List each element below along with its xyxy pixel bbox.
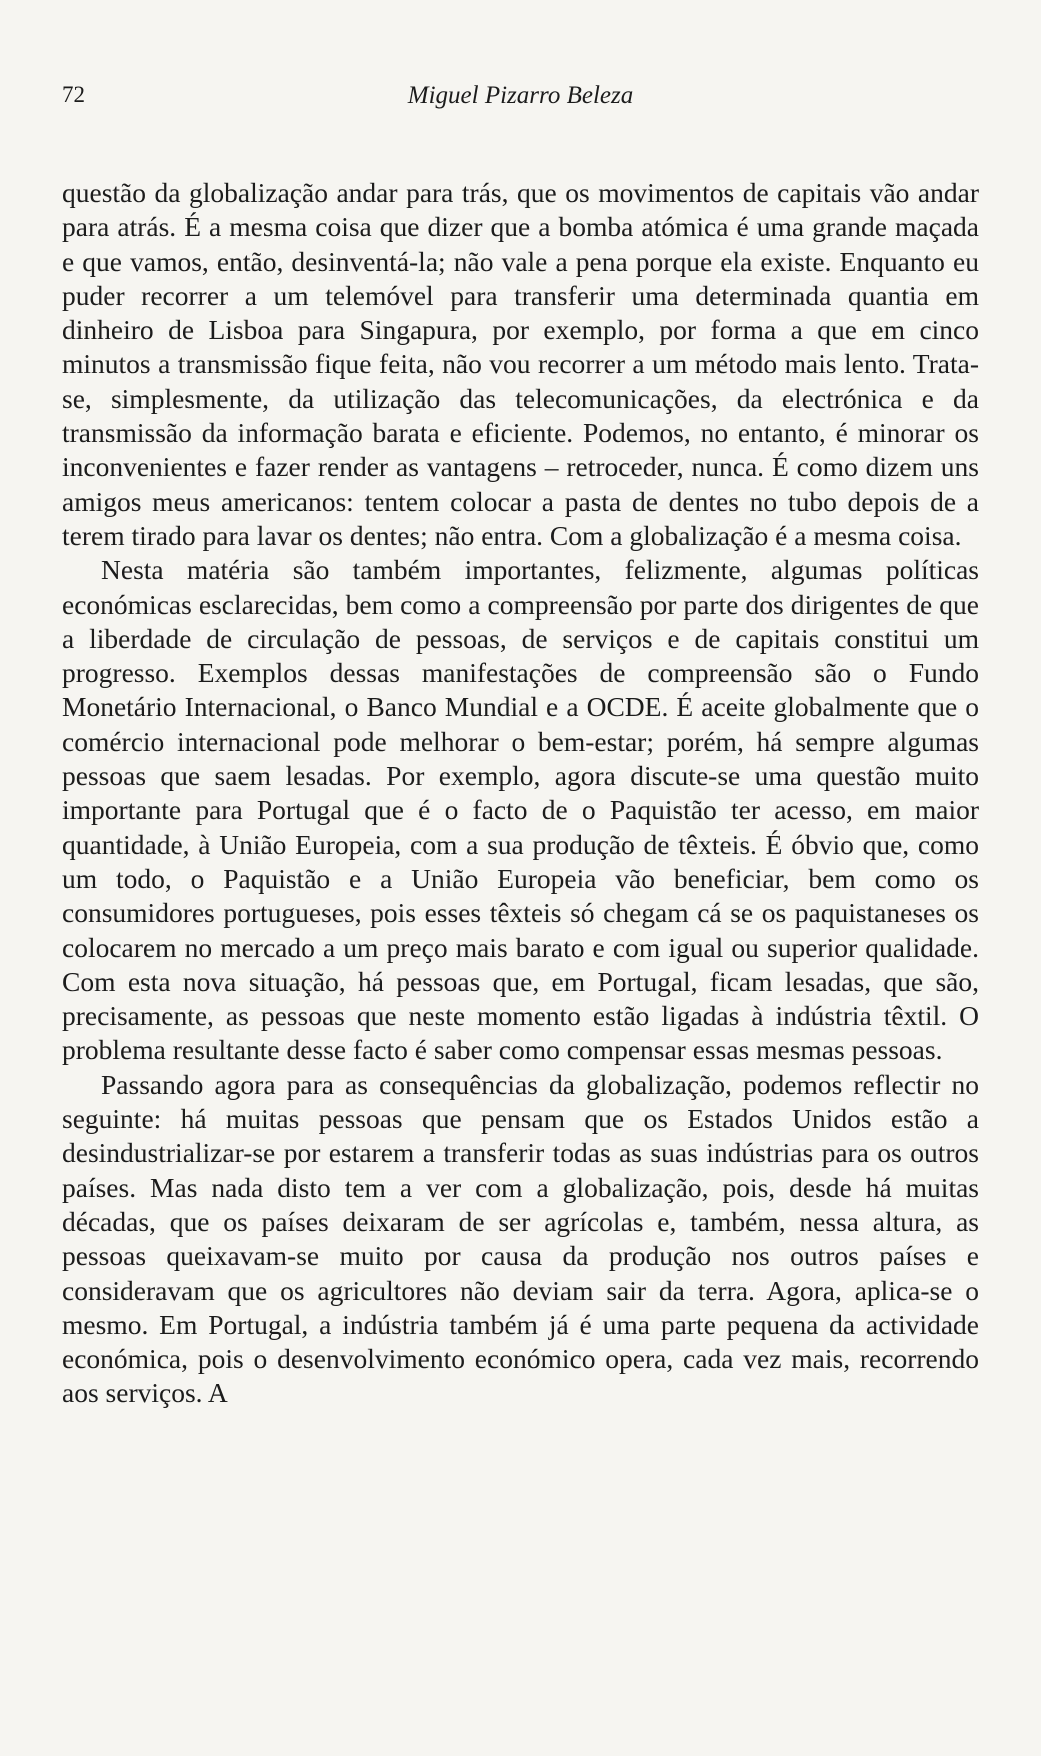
paragraph-2: Nesta matéria são também importantes, felizmente, algumas políticas económicas esclarecidas, bem como a compreensão por parte dos dirigentes de que a liberdade de circulação de pessoas, de serviços e de capitais constitui um progresso. Exemplos dessas manifestações de compreensão são o Fundo Monetário Internacional, o Banco Mundial e a OCDE. É aceite globalmente que o comércio internacional pode melhorar o bem-estar; porém, há sempre algumas pessoas que saem lesadas. Por exemplo, agora discute-se uma questão muito importante para Portugal que é o facto de o Paquistão ter acesso, em maior quantidade, à União Europeia, com a sua produção de têxteis. É óbvio que, como um todo, o Paquistão e a União Europeia vão beneficiar, bem como os consumidores portugueses, pois esses têxteis só chegam cá se os paquistaneses os colocarem no mercado a um preço mais barato e com igual ou superior qualidade. Com esta nova situação, há pessoas que, em Portugal, ficam lesadas, que são, precisamente, as pessoas que neste momento estão ligadas à indústria têxtil. O problema resultante desse facto é saber como compensar essas mesmas pessoas. bbox=[62, 554, 979, 1066]
body-text bbox=[62, 176, 979, 1411]
paragraph-1: questão da globalização andar para trás, que os movimentos de capitais vão andar para atrás. É a mesma coisa que dizer que a bomba atómica é uma grande maçada e que vamos, então, desinventá-la; não vale a pena porque ela existe. Enquanto eu puder recorrer a um telemóvel para transferir uma determinada quantia em dinheiro de Lisboa para Singapura, por exemplo, por forma a que em cinco minutos a transmissão fique feita, não vou recorrer a um método mais lento. Trata-se, simplesmente, da utilização das telecomunicações, da electrónica e da transmissão da informação barata e eficiente. Podemos, no entanto, é minorar os inconvenientes e fazer render as vantagens – retroceder, nunca. É como dizem uns amigos meus americanos: tentem colocar a pasta de dentes no tubo depois de a terem tirado para lavar os dentes; não entra. Com a globalização é a mesma coisa. bbox=[62, 177, 979, 551]
page-number: 72 bbox=[62, 82, 85, 107]
running-head bbox=[62, 82, 979, 118]
running-title-author: Miguel Pizarro Beleza bbox=[407, 82, 634, 109]
paragraph-3: Passando agora para as consequências da globalização, podemos reflectir no seguinte: há muitas pessoas que pensam que os Estados Unidos estão a desindustrializar-se por estarem a transferir todas as suas indústrias para os outros países. Mas nada disto tem a ver com a globalização, pois, desde há muitas décadas, que os países deixaram de ser agrícolas e, também, nessa altura, as pessoas queixavam-se muito por causa da produção nos outros países e consideravam que os agricultores não deviam sair da terra. Agora, aplica-se o mesmo. Em Portugal, a indústria também já é uma parte pequena da actividade económica, pois o desenvolvimento económico opera, cada vez mais, recorrendo aos serviços. A bbox=[62, 1068, 979, 1409]
